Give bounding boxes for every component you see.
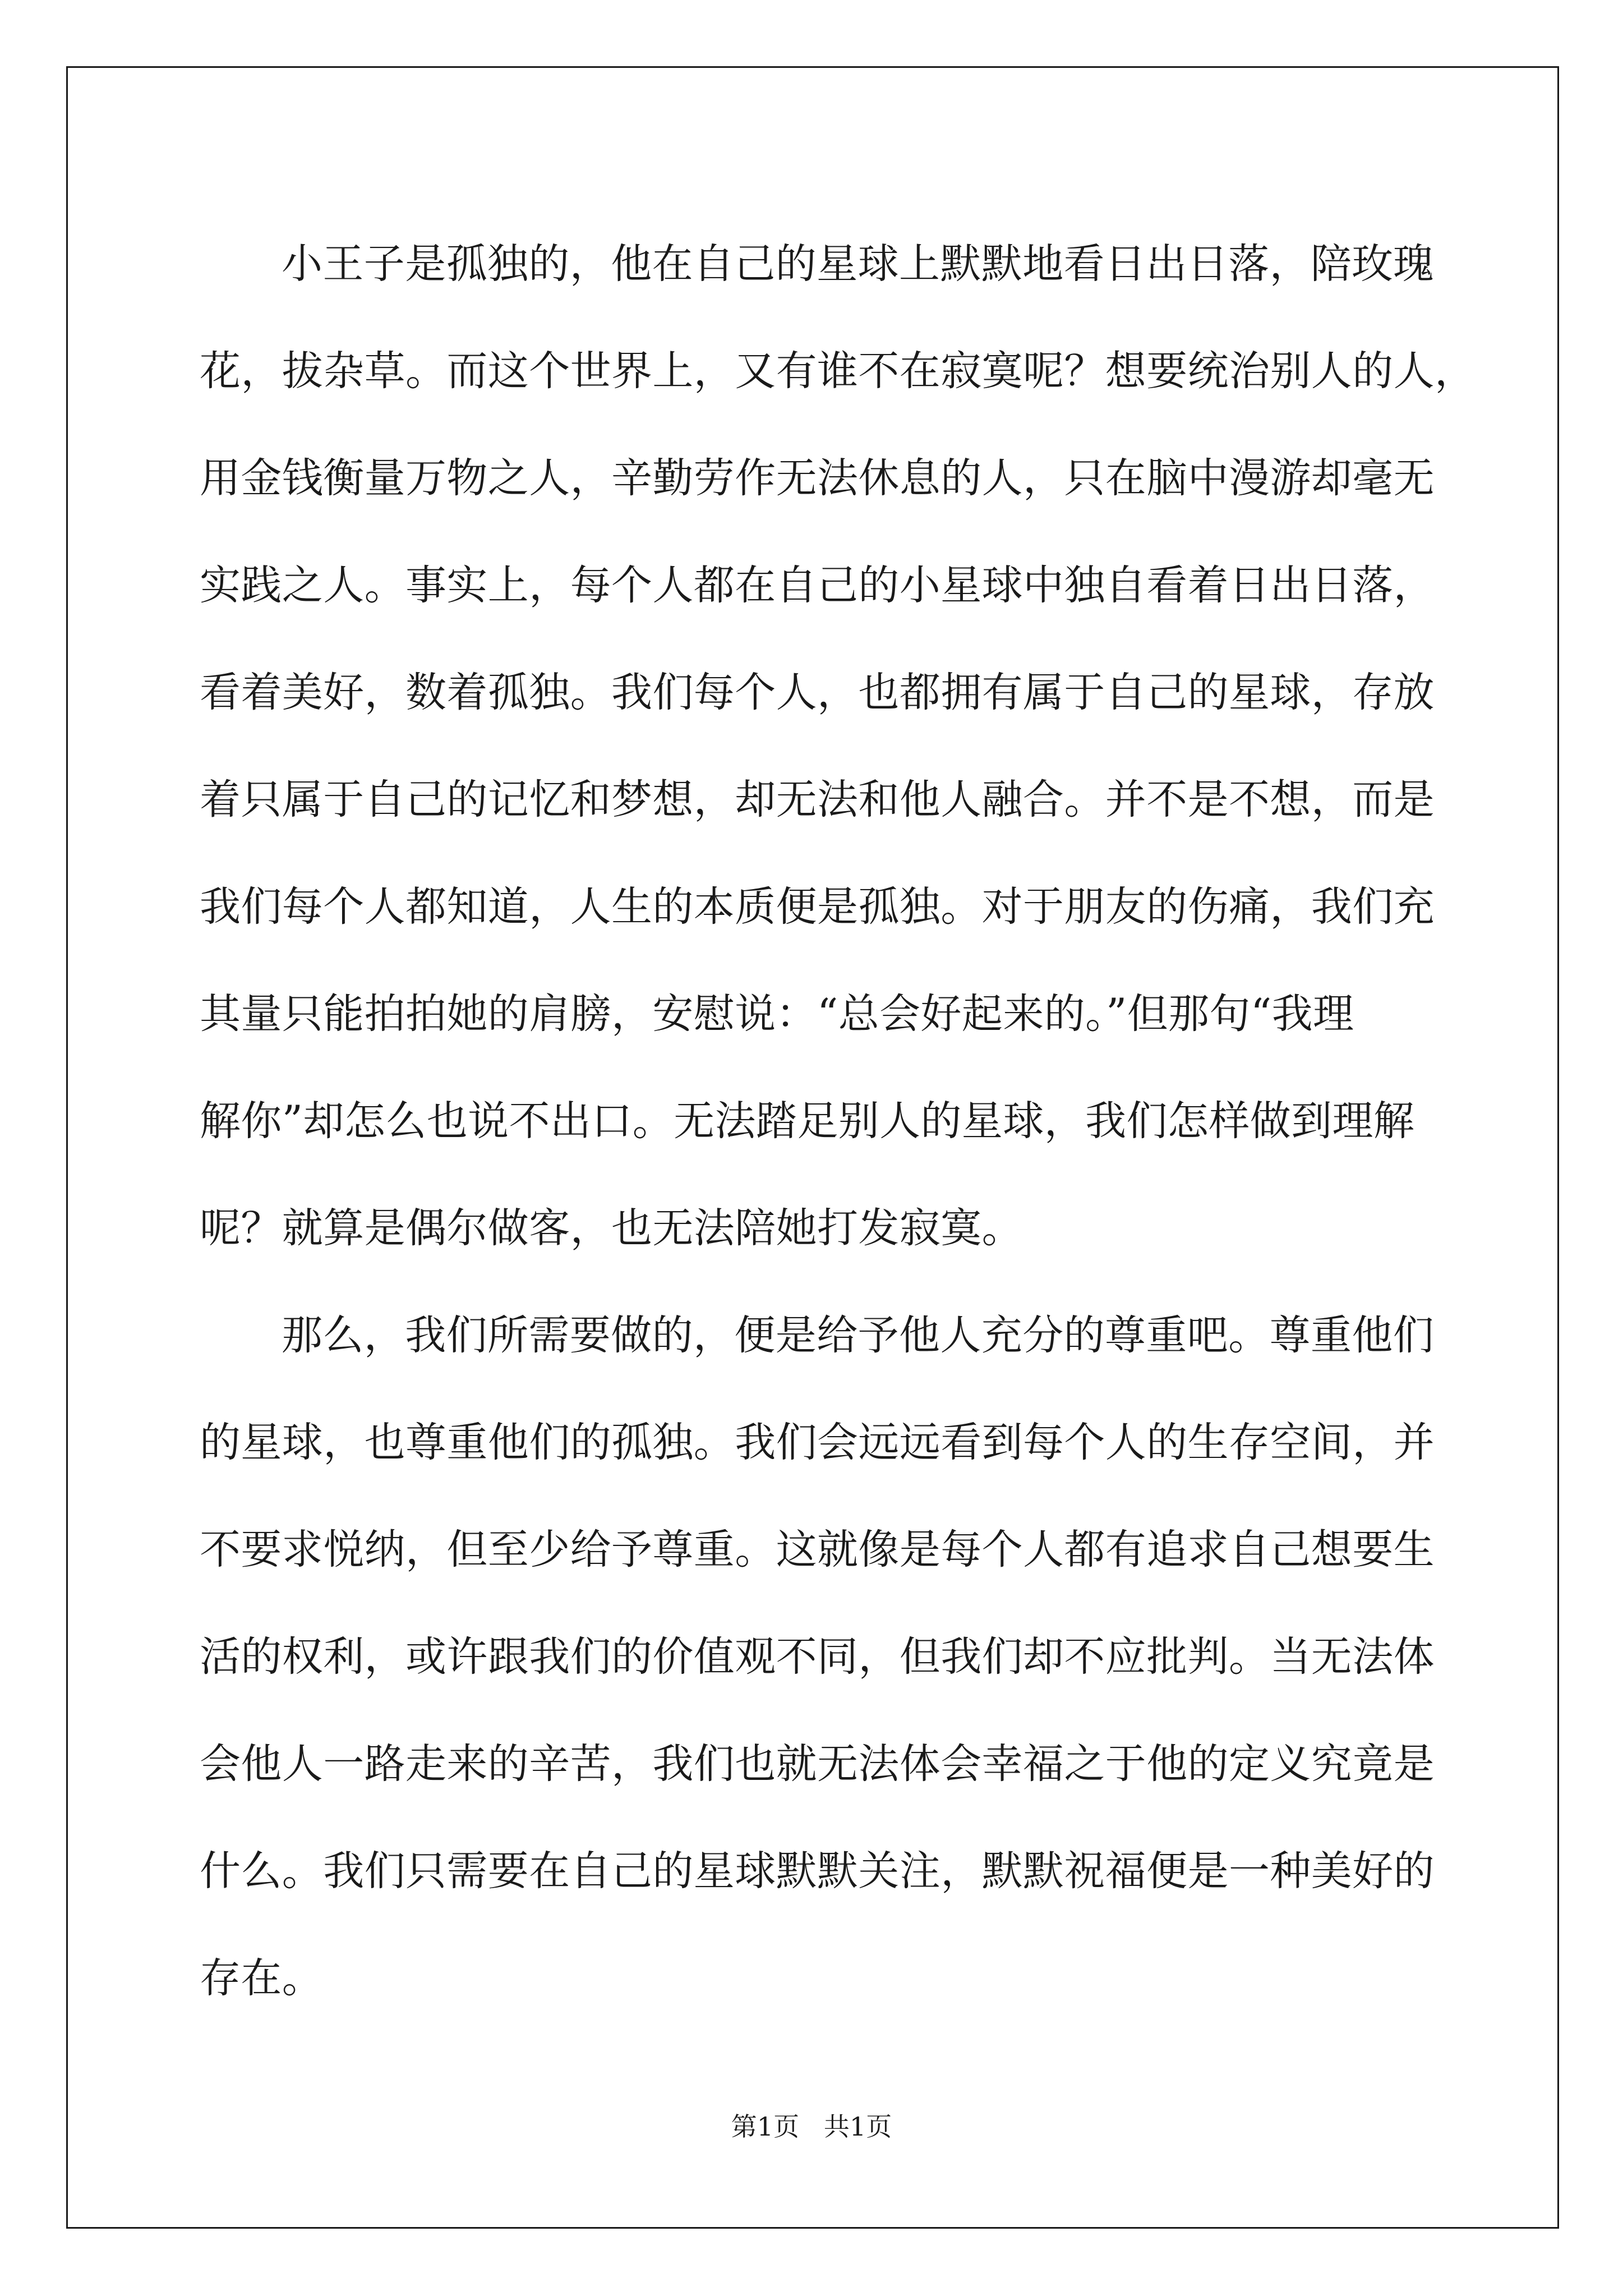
text-line: 解你”却怎么也说不出口。无法踏足别人的星球，我们怎样做到理解 — [200, 1097, 1415, 1145]
text-line: 什么。我们只需要在自己的星球默默关注，默默祝福便是一种美好的 — [200, 1847, 1435, 1895]
page-number: 第1页 共1页 — [731, 2111, 892, 2142]
text-line: 实践之人。事实上，每个人都在自己的小星球中独自看着日出日落， — [200, 562, 1435, 609]
text-line: 活的权利，或许跟我们的价值观不同，但我们却不应批判。当无法体 — [200, 1633, 1435, 1681]
text-line: 不要求悦纳，但至少给予尊重。这就像是每个人都有追求自己想要生 — [200, 1526, 1435, 1573]
text-line: 的星球，也尊重他们的孤独。我们会远远看到每个人的生存空间，并 — [200, 1419, 1435, 1466]
text-line: 呢？就算是偶尔做客，也无法陪她打发寂寞。 — [200, 1204, 1023, 1252]
text-line: 花，拔杂草。而这个世界上，又有谁不在寂寞呢？想要统治别人的人， — [200, 347, 1476, 395]
text-line: 着只属于自己的记忆和梦想，却无法和他人融合。并不是不想，而是 — [200, 776, 1435, 823]
text-line: 看着美好，数着孤独。我们每个人，也都拥有属于自己的星球，存放 — [200, 669, 1435, 716]
page-footer — [0, 2106, 1623, 2143]
paragraph-2 — [200, 1282, 1435, 2032]
text-line: 会他人一路走来的辛苦，我们也就无法体会幸福之于他的定义究竟是 — [200, 1740, 1435, 1788]
text-line: 用金钱衡量万物之人，辛勤劳作无法休息的人，只在脑中漫游却毫无 — [200, 454, 1435, 502]
paragraph-1 — [200, 210, 1476, 1282]
document-body — [200, 210, 1476, 2032]
text-line: 存在。 — [200, 1954, 324, 2002]
text-line: 我们每个人都知道，人生的本质便是孤独。对于朋友的伤痛，我们充 — [200, 883, 1435, 931]
text-line: 其量只能拍拍她的肩膀，安慰说：“总会好起来的。”但那句“我理 — [200, 990, 1354, 1038]
text-line: 小王子是孤独的，他在自己的星球上默默地看日出日落，陪玫瑰 — [282, 240, 1435, 288]
text-line: 那么，我们所需要做的，便是给予他人充分的尊重吧。尊重他们 — [282, 1312, 1435, 1359]
